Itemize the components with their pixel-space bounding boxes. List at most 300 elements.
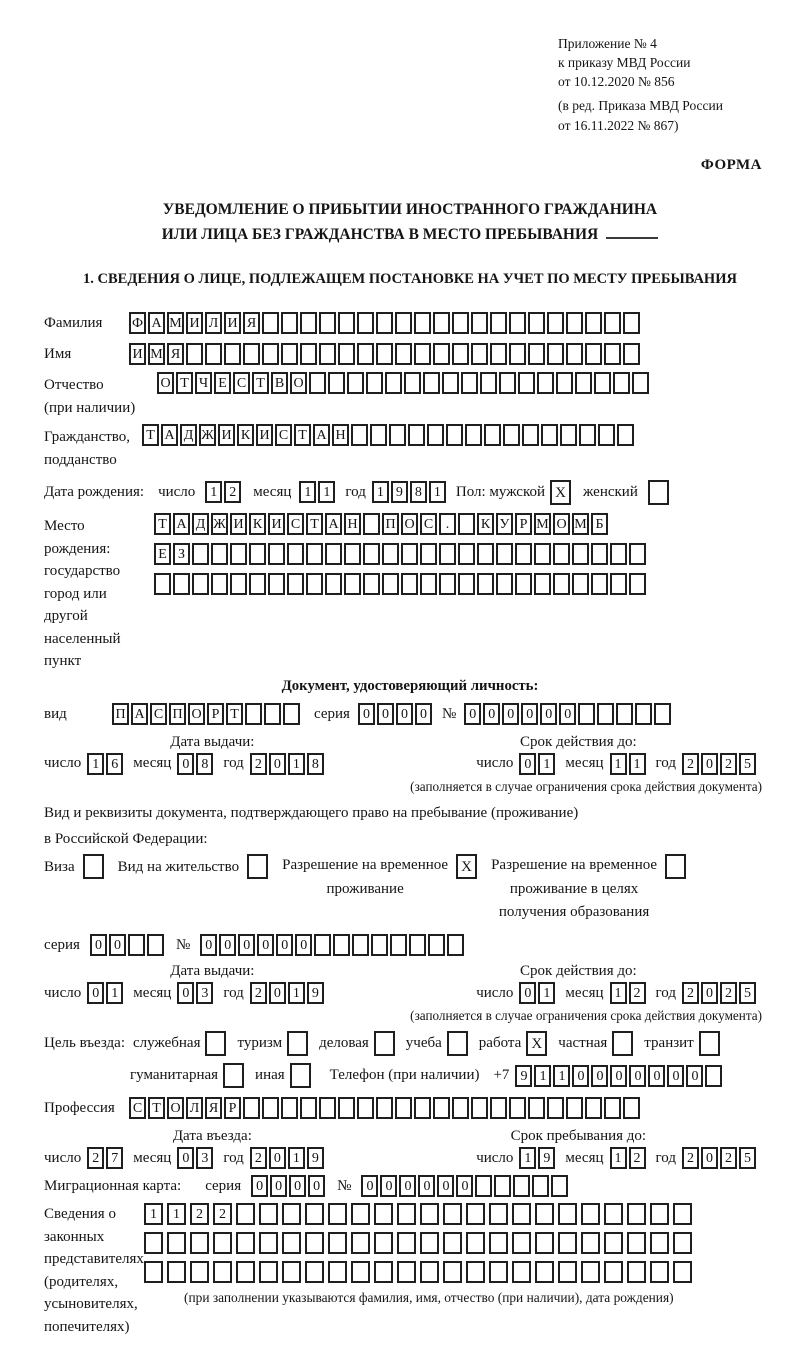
- char-box[interactable]: И: [268, 513, 285, 535]
- char-box[interactable]: О: [167, 1097, 184, 1119]
- char-box[interactable]: П: [382, 513, 399, 535]
- char-box[interactable]: [382, 543, 399, 565]
- char-box[interactable]: [370, 424, 387, 446]
- char-box[interactable]: [192, 573, 209, 595]
- char-box[interactable]: [541, 424, 558, 446]
- char-box[interactable]: [363, 513, 380, 535]
- char-box[interactable]: [347, 372, 364, 394]
- char-box[interactable]: [629, 543, 646, 565]
- char-box[interactable]: 0: [200, 934, 217, 956]
- char-box[interactable]: Ф: [129, 312, 146, 334]
- char-box[interactable]: [547, 312, 564, 334]
- char-box[interactable]: Н: [344, 513, 361, 535]
- char-box[interactable]: [503, 424, 520, 446]
- char-box[interactable]: [581, 1203, 600, 1225]
- char-box[interactable]: Б: [591, 513, 608, 535]
- char-box[interactable]: 0: [177, 753, 194, 775]
- char-box[interactable]: [147, 934, 164, 956]
- char-box[interactable]: 5: [739, 982, 756, 1004]
- char-box[interactable]: [282, 1203, 301, 1225]
- char-box[interactable]: 0: [483, 703, 500, 725]
- char-box[interactable]: [458, 543, 475, 565]
- char-box[interactable]: 0: [295, 934, 312, 956]
- char-box[interactable]: [376, 343, 393, 365]
- char-box[interactable]: [551, 1175, 568, 1197]
- char-box[interactable]: [287, 573, 304, 595]
- char-box[interactable]: С: [275, 424, 292, 446]
- char-box[interactable]: [249, 573, 266, 595]
- char-box[interactable]: 5: [739, 753, 756, 775]
- char-box[interactable]: [236, 1261, 255, 1283]
- char-box[interactable]: [553, 573, 570, 595]
- char-box[interactable]: [566, 1097, 583, 1119]
- char-box[interactable]: [382, 573, 399, 595]
- char-box[interactable]: 0: [90, 934, 107, 956]
- char-box[interactable]: [528, 312, 545, 334]
- char-box[interactable]: [230, 543, 247, 565]
- char-box[interactable]: [357, 312, 374, 334]
- char-box[interactable]: [420, 1261, 439, 1283]
- char-box[interactable]: [282, 1261, 301, 1283]
- char-box[interactable]: [319, 343, 336, 365]
- char-box[interactable]: 0: [361, 1175, 378, 1197]
- char-box[interactable]: 0: [87, 982, 104, 1004]
- char-box[interactable]: Д: [180, 424, 197, 446]
- char-box[interactable]: [128, 934, 145, 956]
- char-box[interactable]: [452, 343, 469, 365]
- char-box[interactable]: [363, 573, 380, 595]
- char-box[interactable]: 1: [318, 481, 335, 503]
- char-box[interactable]: [534, 543, 551, 565]
- char-box[interactable]: [281, 312, 298, 334]
- char-box[interactable]: 0: [540, 703, 557, 725]
- char-box[interactable]: [591, 573, 608, 595]
- char-box[interactable]: [414, 312, 431, 334]
- char-box[interactable]: [512, 1232, 531, 1254]
- char-box[interactable]: А: [161, 424, 178, 446]
- char-box[interactable]: Е: [154, 543, 171, 565]
- char-box[interactable]: [632, 372, 649, 394]
- char-box[interactable]: 1: [610, 753, 627, 775]
- char-box[interactable]: И: [230, 513, 247, 535]
- char-box[interactable]: [351, 1232, 370, 1254]
- char-box[interactable]: Я: [243, 312, 260, 334]
- char-box[interactable]: [604, 1232, 623, 1254]
- char-box[interactable]: [433, 1097, 450, 1119]
- char-box[interactable]: [268, 543, 285, 565]
- char-box[interactable]: [556, 372, 573, 394]
- char-box[interactable]: 0: [701, 753, 718, 775]
- char-box[interactable]: 1: [538, 982, 555, 1004]
- char-box[interactable]: 0: [686, 1065, 703, 1087]
- char-box[interactable]: 0: [276, 934, 293, 956]
- char-box[interactable]: 0: [701, 982, 718, 1004]
- char-box[interactable]: 0: [238, 934, 255, 956]
- char-box[interactable]: [376, 312, 393, 334]
- char-box[interactable]: [610, 573, 627, 595]
- char-box[interactable]: 0: [519, 753, 536, 775]
- char-box[interactable]: [395, 1097, 412, 1119]
- char-box[interactable]: Н: [332, 424, 349, 446]
- char-box[interactable]: [443, 1232, 462, 1254]
- char-box[interactable]: [338, 343, 355, 365]
- char-box[interactable]: [442, 372, 459, 394]
- char-box[interactable]: [594, 372, 611, 394]
- char-box[interactable]: [535, 1232, 554, 1254]
- char-box[interactable]: [610, 543, 627, 565]
- char-box[interactable]: О: [290, 372, 307, 394]
- char-box[interactable]: [522, 424, 539, 446]
- char-box[interactable]: [374, 1261, 393, 1283]
- char-box[interactable]: [513, 1175, 530, 1197]
- char-box[interactable]: А: [173, 513, 190, 535]
- char-box[interactable]: [305, 1232, 324, 1254]
- char-box[interactable]: [496, 543, 513, 565]
- char-box[interactable]: [186, 343, 203, 365]
- char-box[interactable]: К: [237, 424, 254, 446]
- char-box[interactable]: [471, 312, 488, 334]
- char-box[interactable]: [300, 343, 317, 365]
- char-box[interactable]: 0: [257, 934, 274, 956]
- char-box[interactable]: [604, 1261, 623, 1283]
- char-box[interactable]: [363, 543, 380, 565]
- char-box[interactable]: [224, 343, 241, 365]
- char-box[interactable]: [509, 1097, 526, 1119]
- char-box[interactable]: [558, 1232, 577, 1254]
- char-box[interactable]: 2: [720, 982, 737, 1004]
- char-box[interactable]: 2: [720, 753, 737, 775]
- edu-permit-checkbox[interactable]: [665, 854, 686, 879]
- char-box[interactable]: 2: [629, 1147, 646, 1169]
- char-box[interactable]: [575, 372, 592, 394]
- char-box[interactable]: [604, 343, 621, 365]
- char-box[interactable]: [344, 573, 361, 595]
- char-box[interactable]: [591, 543, 608, 565]
- char-box[interactable]: 1: [610, 982, 627, 1004]
- char-box[interactable]: [528, 343, 545, 365]
- char-box[interactable]: М: [167, 312, 184, 334]
- char-box[interactable]: [205, 343, 222, 365]
- char-box[interactable]: 0: [396, 703, 413, 725]
- char-box[interactable]: [351, 1261, 370, 1283]
- char-box[interactable]: [477, 573, 494, 595]
- char-box[interactable]: 0: [399, 1175, 416, 1197]
- char-box[interactable]: [489, 1261, 508, 1283]
- char-box[interactable]: [480, 372, 497, 394]
- char-box[interactable]: [167, 1232, 186, 1254]
- char-box[interactable]: [558, 1261, 577, 1283]
- char-box[interactable]: Ж: [199, 424, 216, 446]
- char-box[interactable]: 0: [591, 1065, 608, 1087]
- char-box[interactable]: [452, 1097, 469, 1119]
- char-box[interactable]: [211, 573, 228, 595]
- char-box[interactable]: [243, 343, 260, 365]
- char-box[interactable]: [433, 312, 450, 334]
- char-box[interactable]: [305, 1203, 324, 1225]
- char-box[interactable]: [532, 1175, 549, 1197]
- char-box[interactable]: [319, 312, 336, 334]
- char-box[interactable]: [190, 1232, 209, 1254]
- char-box[interactable]: [243, 1097, 260, 1119]
- char-box[interactable]: [471, 1097, 488, 1119]
- char-box[interactable]: К: [249, 513, 266, 535]
- char-box[interactable]: [617, 424, 634, 446]
- char-box[interactable]: [300, 312, 317, 334]
- char-box[interactable]: [190, 1261, 209, 1283]
- checkbox[interactable]: [287, 1031, 308, 1056]
- char-box[interactable]: С: [150, 703, 167, 725]
- char-box[interactable]: 6: [106, 753, 123, 775]
- char-box[interactable]: [167, 1261, 186, 1283]
- char-box[interactable]: [395, 343, 412, 365]
- char-box[interactable]: [259, 1232, 278, 1254]
- char-box[interactable]: [439, 543, 456, 565]
- char-box[interactable]: [144, 1232, 163, 1254]
- char-box[interactable]: [236, 1232, 255, 1254]
- char-box[interactable]: С: [287, 513, 304, 535]
- char-box[interactable]: [604, 1203, 623, 1225]
- char-box[interactable]: 1: [288, 1147, 305, 1169]
- char-box[interactable]: [553, 543, 570, 565]
- char-box[interactable]: [518, 372, 535, 394]
- char-box[interactable]: [489, 1232, 508, 1254]
- char-box[interactable]: [581, 1232, 600, 1254]
- char-box[interactable]: [401, 543, 418, 565]
- char-box[interactable]: 3: [196, 1147, 213, 1169]
- char-box[interactable]: Т: [148, 1097, 165, 1119]
- char-box[interactable]: [420, 1232, 439, 1254]
- char-box[interactable]: [357, 343, 374, 365]
- char-box[interactable]: [328, 1203, 347, 1225]
- char-box[interactable]: З: [173, 543, 190, 565]
- char-box[interactable]: [389, 424, 406, 446]
- char-box[interactable]: О: [401, 513, 418, 535]
- char-box[interactable]: [319, 1097, 336, 1119]
- char-box[interactable]: [627, 1261, 646, 1283]
- char-box[interactable]: [325, 573, 342, 595]
- char-box[interactable]: [262, 312, 279, 334]
- char-box[interactable]: Л: [205, 312, 222, 334]
- char-box[interactable]: [397, 1203, 416, 1225]
- char-box[interactable]: 1: [205, 481, 222, 503]
- char-box[interactable]: [499, 372, 516, 394]
- char-box[interactable]: [466, 1261, 485, 1283]
- char-box[interactable]: [452, 312, 469, 334]
- char-box[interactable]: 1: [538, 753, 555, 775]
- char-box[interactable]: Е: [214, 372, 231, 394]
- char-box[interactable]: [560, 424, 577, 446]
- char-box[interactable]: [623, 343, 640, 365]
- char-box[interactable]: [357, 1097, 374, 1119]
- char-box[interactable]: 1: [144, 1203, 163, 1225]
- char-box[interactable]: [490, 343, 507, 365]
- char-box[interactable]: [385, 372, 402, 394]
- char-box[interactable]: [509, 312, 526, 334]
- char-box[interactable]: [494, 1175, 511, 1197]
- char-box[interactable]: Д: [192, 513, 209, 535]
- checkbox[interactable]: [612, 1031, 633, 1056]
- char-box[interactable]: [616, 703, 633, 725]
- char-box[interactable]: 0: [270, 1175, 287, 1197]
- char-box[interactable]: 8: [307, 753, 324, 775]
- char-box[interactable]: [420, 1203, 439, 1225]
- char-box[interactable]: [397, 1261, 416, 1283]
- char-box[interactable]: 2: [250, 753, 267, 775]
- char-box[interactable]: 0: [269, 1147, 286, 1169]
- char-box[interactable]: А: [131, 703, 148, 725]
- char-box[interactable]: [629, 573, 646, 595]
- char-box[interactable]: 0: [464, 703, 481, 725]
- char-box[interactable]: Т: [306, 513, 323, 535]
- char-box[interactable]: [572, 573, 589, 595]
- char-box[interactable]: [374, 1232, 393, 1254]
- char-box[interactable]: 9: [538, 1147, 555, 1169]
- char-box[interactable]: [447, 934, 464, 956]
- char-box[interactable]: [309, 372, 326, 394]
- char-box[interactable]: [458, 573, 475, 595]
- char-box[interactable]: 0: [667, 1065, 684, 1087]
- char-box[interactable]: 1: [299, 481, 316, 503]
- char-box[interactable]: [673, 1232, 692, 1254]
- char-box[interactable]: А: [313, 424, 330, 446]
- char-box[interactable]: [414, 1097, 431, 1119]
- char-box[interactable]: [650, 1203, 669, 1225]
- char-box[interactable]: 1: [519, 1147, 536, 1169]
- char-box[interactable]: [211, 543, 228, 565]
- char-box[interactable]: 0: [269, 982, 286, 1004]
- char-box[interactable]: [423, 372, 440, 394]
- char-box[interactable]: 2: [720, 1147, 737, 1169]
- char-box[interactable]: Т: [176, 372, 193, 394]
- char-box[interactable]: [414, 343, 431, 365]
- char-box[interactable]: [328, 372, 345, 394]
- char-box[interactable]: [351, 1203, 370, 1225]
- char-box[interactable]: 0: [418, 1175, 435, 1197]
- char-box[interactable]: [627, 1232, 646, 1254]
- char-box[interactable]: [439, 573, 456, 595]
- char-box[interactable]: [547, 343, 564, 365]
- char-box[interactable]: [397, 1232, 416, 1254]
- checkbox[interactable]: [699, 1031, 720, 1056]
- char-box[interactable]: 0: [289, 1175, 306, 1197]
- char-box[interactable]: В: [271, 372, 288, 394]
- char-box[interactable]: 0: [377, 703, 394, 725]
- char-box[interactable]: [581, 1261, 600, 1283]
- sex-female-checkbox[interactable]: [648, 480, 669, 505]
- char-box[interactable]: [144, 1261, 163, 1283]
- char-box[interactable]: [705, 1065, 722, 1087]
- char-box[interactable]: [344, 543, 361, 565]
- char-box[interactable]: [635, 703, 652, 725]
- char-box[interactable]: И: [186, 312, 203, 334]
- char-box[interactable]: [352, 934, 369, 956]
- char-box[interactable]: 2: [250, 1147, 267, 1169]
- char-box[interactable]: [283, 703, 300, 725]
- char-box[interactable]: 1: [288, 982, 305, 1004]
- temp-permit-checkbox[interactable]: X: [456, 854, 477, 879]
- char-box[interactable]: [566, 343, 583, 365]
- char-box[interactable]: [328, 1232, 347, 1254]
- char-box[interactable]: П: [169, 703, 186, 725]
- char-box[interactable]: [598, 424, 615, 446]
- char-box[interactable]: [192, 543, 209, 565]
- char-box[interactable]: Ч: [195, 372, 212, 394]
- char-box[interactable]: [404, 372, 421, 394]
- char-box[interactable]: 0: [502, 703, 519, 725]
- char-box[interactable]: С: [129, 1097, 146, 1119]
- char-box[interactable]: Я: [205, 1097, 222, 1119]
- char-box[interactable]: С: [233, 372, 250, 394]
- char-box[interactable]: А: [325, 513, 342, 535]
- char-box[interactable]: Т: [154, 513, 171, 535]
- char-box[interactable]: [623, 1097, 640, 1119]
- char-box[interactable]: [245, 703, 262, 725]
- char-box[interactable]: [484, 424, 501, 446]
- char-box[interactable]: 0: [437, 1175, 454, 1197]
- char-box[interactable]: Р: [224, 1097, 241, 1119]
- char-box[interactable]: 9: [515, 1065, 532, 1087]
- char-box[interactable]: Л: [186, 1097, 203, 1119]
- char-box[interactable]: [300, 1097, 317, 1119]
- char-box[interactable]: 0: [380, 1175, 397, 1197]
- char-box[interactable]: 0: [415, 703, 432, 725]
- char-box[interactable]: [374, 1203, 393, 1225]
- char-box[interactable]: [566, 312, 583, 334]
- char-box[interactable]: Я: [167, 343, 184, 365]
- char-box[interactable]: [428, 934, 445, 956]
- char-box[interactable]: [305, 1261, 324, 1283]
- char-box[interactable]: [461, 372, 478, 394]
- char-box[interactable]: А: [148, 312, 165, 334]
- char-box[interactable]: 0: [251, 1175, 268, 1197]
- char-box[interactable]: Т: [252, 372, 269, 394]
- char-box[interactable]: 8: [196, 753, 213, 775]
- char-box[interactable]: 1: [534, 1065, 551, 1087]
- char-box[interactable]: 5: [739, 1147, 756, 1169]
- char-box[interactable]: 0: [610, 1065, 627, 1087]
- char-box[interactable]: 0: [269, 753, 286, 775]
- char-box[interactable]: [535, 1261, 554, 1283]
- char-box[interactable]: 1: [553, 1065, 570, 1087]
- char-box[interactable]: [408, 424, 425, 446]
- char-box[interactable]: 1: [429, 481, 446, 503]
- char-box[interactable]: [475, 1175, 492, 1197]
- char-box[interactable]: [249, 543, 266, 565]
- char-box[interactable]: [371, 934, 388, 956]
- char-box[interactable]: [585, 312, 602, 334]
- char-box[interactable]: [572, 543, 589, 565]
- char-box[interactable]: [537, 372, 554, 394]
- char-box[interactable]: .: [439, 513, 456, 535]
- char-box[interactable]: 0: [308, 1175, 325, 1197]
- char-box[interactable]: [325, 543, 342, 565]
- char-box[interactable]: Т: [226, 703, 243, 725]
- checkbox[interactable]: X: [526, 1031, 547, 1056]
- char-box[interactable]: [366, 372, 383, 394]
- residence-permit-checkbox[interactable]: [247, 854, 268, 879]
- char-box[interactable]: 0: [629, 1065, 646, 1087]
- char-box[interactable]: 0: [177, 1147, 194, 1169]
- char-box[interactable]: 2: [250, 982, 267, 1004]
- char-box[interactable]: [650, 1261, 669, 1283]
- char-box[interactable]: [654, 703, 671, 725]
- char-box[interactable]: 9: [391, 481, 408, 503]
- char-box[interactable]: [395, 312, 412, 334]
- char-box[interactable]: М: [534, 513, 551, 535]
- char-box[interactable]: [338, 312, 355, 334]
- char-box[interactable]: [627, 1203, 646, 1225]
- char-box[interactable]: 1: [106, 982, 123, 1004]
